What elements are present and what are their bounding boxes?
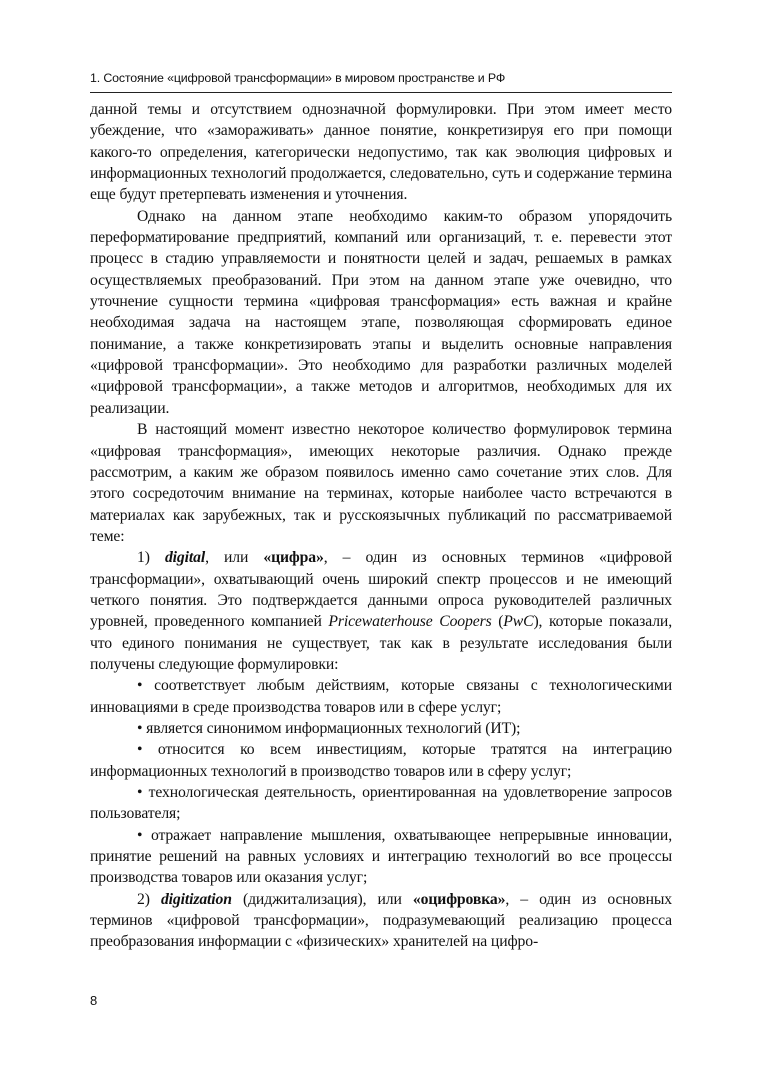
term-translation: «цифра»: [263, 549, 324, 567]
company-abbreviation: PwC: [503, 613, 534, 631]
bullet-item: • относится ко всем инвестициям, которые тратятся на интеграцию информационных технологий в производство товаров или в сферу услуг;: [90, 741, 672, 780]
bullet-item: • соответствует любым действиям, которые связаны с технологическими инновациями в среде производства товаров или в сфере услуг;: [90, 677, 672, 716]
list-item-digital: [90, 547, 672, 675]
company-name: Pricewaterhouse Coopers: [328, 613, 492, 631]
header-rule: [90, 92, 672, 93]
term-digitization: digitization: [160, 890, 232, 908]
item-number: 1): [137, 549, 165, 567]
paragraph-terms-intro: В настоящий момент известно некоторое количество формулировок термина «цифровая трансформация», имеющих некоторые различия. Однако прежде рассмотрим, а каким же образом появилось именно само сочетание этих слов. Для этого сосредоточим внимание на терминах, которые наиболее часто встречаются в материалах как зарубежных, так и русскоязычных публикаций по рассматриваемой теме:: [90, 421, 672, 545]
term-translation: «оцифровка»: [412, 890, 506, 908]
paragraph-continuation: данной темы и отсутствием однозначной формулировки. При этом имеет место убеждение, что «замораживать» данное понятие, конкретизируя его при помощи какого-то определения, категорически недопустимо, так как эволюция цифровых и информационных технологий продолжается, следовательно, суть и содержание термина еще будут претерпевать изменения и уточнения.: [90, 101, 672, 204]
item-text: , – один из основных терминов «цифровой трансформации», охватывающий очень широкий спектр процессов и не имеющий четкого понятия. Это подтверждается данными опроса руководителей различных уровней, проведенного компанией: [90, 549, 672, 631]
term-connector: (диджитализация), или: [231, 890, 413, 908]
bullet-item: • отражает направление мышления, охватывающее непрерывные инновации, принятие решений на равных условиях и интеграцию технологий во все процессы производства товаров или оказания услуг;: [90, 826, 672, 887]
running-header: 1. Состояние «цифровой трансформации» в мировом пространстве и РФ: [90, 71, 506, 85]
list-item-digitization: [90, 889, 672, 953]
term-connector: , или: [205, 549, 264, 567]
term-digital: digital: [164, 549, 206, 567]
bullet-item: • технологическая деятельность, ориентированная на удовлетворение запросов пользователя;: [90, 784, 672, 823]
item-text: ), которые показали, что единого понимания не существует, так как в результате исследования были получены следующие формулировки:: [90, 613, 672, 673]
item-number: 2): [137, 890, 161, 908]
paren-open: (: [491, 613, 504, 631]
page-body: [90, 99, 672, 953]
page-number: 8: [90, 993, 98, 1008]
paragraph-reformatting: Однако на данном этапе необходимо каким-то образом упорядочить переформатирование предприятий, компаний или организаций, т. е. перевести этот процесс в стадию управляемости и понятности целей и задач, решаемых в рамках осуществляемых преобразований. При этом на данном этапе уже очевидно, что уточнение сущности термина «цифровая трансформация» есть важная и крайне необходимая задача на настоящем этапе, позволяющая сформировать единое понимание, а также конкретизировать этапы и выделить основные направления «цифровой трансформации». Это необходимо для разработки различных моделей «цифровой трансформации», а также методов и алгоритмов, необходимых для их реализации.: [90, 207, 672, 417]
item-text: , – один из основных терминов «цифровой трансформации», подразумевающий реализацию процесса преобразования информации с «физических» хранителей на цифро-: [90, 890, 672, 951]
bullet-item: • является синонимом информационных технологий (ИТ);: [137, 719, 521, 737]
